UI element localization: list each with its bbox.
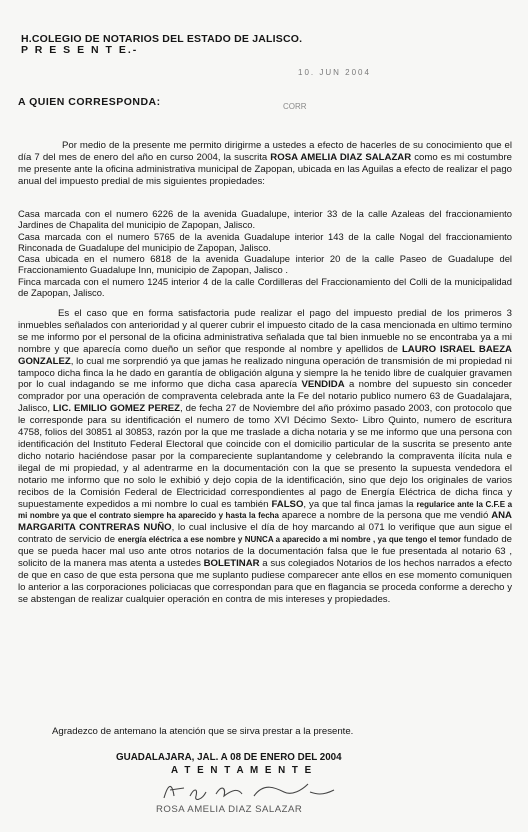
intro-paragraph: [18, 140, 512, 188]
body-text: aparece a nombre de la persona que me vendió: [279, 510, 492, 522]
salutation: A QUIEN CORRESPONDA:: [18, 96, 161, 108]
body-text: a sus colegiados Notarios de los hechos narrados a efecto de que en caso de que esta persona que me suplanto pudiese comparecer ante ellos en ese momento comuniquen lo anterior a las corporaciones policiacas que correspondan para que en flagancia se proceda conforme a derecho y se abstengan de realizar cualquier operación en contra de mis intereses y propiedades.: [18, 558, 512, 605]
intro-text-1: Por medio de la presente me permito dirigirme a ustedes a efecto de hacerles de su conocimiento que el día 7 del mes de enero del año en curso 2004, la suscrita: [18, 140, 512, 164]
body-text: , lo cual inclusive el día de hoy marcando al 071 lo verifique que aun sigue el contrato de servicio de: [18, 522, 512, 546]
vendida-bold: VENDIDA: [301, 379, 345, 391]
handwritten-signature: [150, 776, 360, 806]
body-text: , de fecha 27 de Noviembre del año próximo pasado 2003, con protocolo que le corresponde para su identificación el numero de tomo XVI Décimo Sexto- Libro Quinto, numero de escritura 4758, folios del 30851 al 30853, razón por la que me traslade a dicha notaria y se me informo que una persona con identificación del Instituto Federal Electoral que coincide con el domicilio particular de la suscrita se presento ante dicho notario haciéndose pasar por la compareciente suplantandome y celebrando la compraventa ilícita nula e ilegal de mi propiedad, y al adentrarme en la documentación con la que se presento la supuesta vendedora el notario me informo que no solo le exhibió y dejo copia de la identificación, sino que dejo los originales de varios recibos de la Comisión Federal de Electricidad correspondientes al pago de Energía Eléctrica de dicha finca y supuestamente expedidos a mi nombre lo cual es también: [18, 403, 513, 510]
property-item: Finca marcada con el numero 1245 interior 4 de la calle Cordilleras del Fraccionamiento del Colli de la municipalidad de Zapopan, Jalisco.: [18, 275, 512, 299]
notary-name-bold: LIC. EMILIO GOMEZ PEREZ: [52, 403, 181, 415]
property-item: Casa ubicada en el numero 6818 de la avenida Guadalupe interior 20 de la calle Paseo de Guadalupe del Fraccionamiento Guadalupe Inn, municipio de Zapopan, Jalisco .: [18, 253, 512, 276]
sender-name-bold: ROSA AMELIA DIAZ SALAZAR: [270, 152, 412, 164]
place-date: GUADALAJARA, JAL. A 08 DE ENERO DEL 2004: [116, 752, 342, 763]
addressee-line: H.COLEGIO DE NOTARIOS DEL ESTADO DE JALISCO.: [21, 33, 303, 45]
received-stamp-date: 10. JUN 2004: [298, 68, 371, 77]
intro-text-2: como es mi costumbre me presente ante la oficina administrativa municipal de Zapopan, ubicada en las Aguilas a efecto de realizar el pago anual del impuesto predial de mis siguientes propiedades:: [18, 152, 512, 188]
small-inserted-text: energía eléctrica a ese nombre y NUNCA a aparecido a mi nombre , ya que tengo el temor: [117, 535, 461, 545]
body-text: Es el caso que en forma satisfactoria pude realizar el pago del impuesto predial de los primeros 3 inmuebles señalados con anterioridad y al querer cubrir el impuesto citado de la casa mencionada en ultimo termino se me informo por el personal de la oficina administrativa señalada que tal bien inmueble no se encontraba ya a mi nombre y que aparecía como dueño un señor que responde al nombre y apellidos de: [18, 308, 512, 355]
falso-bold: FALSO: [271, 498, 304, 510]
seller-name-bold: ANA MARGARITA CONTRERAS NUÑO: [18, 510, 512, 534]
boletinar-bold: BOLETINAR: [203, 558, 260, 570]
small-inserted-text: regularice ante la C.F.E a mi nombre ya que el contrato siempre ha aparecido y hasta la fecha: [18, 499, 513, 521]
buyer-name-bold: LAURO ISRAEL BAEZA GONZALEZ: [18, 343, 512, 367]
received-stamp-text: CORR: [283, 102, 307, 111]
property-item: Casa marcada con el numero 5765 de la avenida Guadalupe interior 143 de la calle Nogal del fraccionamiento Rinconada de Guadalupe del municipio de Zapopan, Jalisco.: [18, 230, 512, 253]
body-text: fundado de que se pueda hacer mal uso ante otros notarios de la documentación falsa que le fue presentada al notario 63 , solicito de la manera mas atenta a ustedes: [18, 534, 512, 570]
atentamente: A T E N T A M E N T E: [171, 765, 314, 776]
body-text: , ya que tal finca jamas la: [303, 498, 417, 510]
signer-name: ROSA AMELIA DIAZ SALAZAR: [156, 804, 303, 815]
body-text: , lo cual me sorprendió ya que jamas he realizado ninguna operación de transmisión de mi propiedad ni tampoco dicha finca la he dado en garantía de obligación alguna y siempre la he tenido libre de cualquier gravamen por lo cual indagando se me informo que dicha casa aparecía: [18, 355, 512, 391]
main-paragraph: [18, 308, 512, 606]
presente-line: P R E S E N T E.-: [21, 44, 139, 56]
property-list: [18, 208, 512, 298]
property-item: Casa marcada con el numero 6226 de la avenida Guadalupe, interior 33 de la calle Azaleas del fraccionamiento Jardines de Chapalita del municipio de Zapopan, Jalisco.: [18, 208, 512, 231]
body-text: a nombre del supuesto sin conceder comprador por una operación de compraventa celebrada ante la Fe del notario publico numero 63 de Guadalajara, Jalisco,: [18, 379, 512, 415]
closing-line: Agradezco de antemano la atención que se sirva prestar a la presente.: [52, 726, 354, 737]
